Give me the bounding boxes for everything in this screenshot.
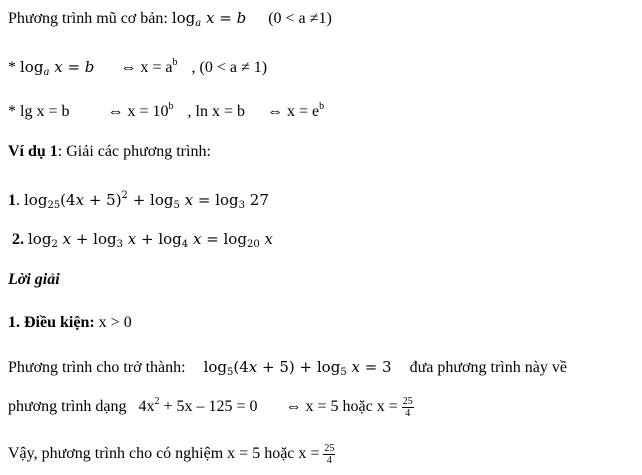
lg-equation: lg x = b [20, 103, 70, 120]
line-quadratic [8, 392, 414, 419]
line-lg-ln-rule [8, 97, 324, 122]
fraction-25-4: $\frac{25}{4}$ [402, 395, 413, 419]
bullet-star: * [8, 103, 16, 120]
problem-number: 2. [12, 231, 24, 248]
solution-heading: Lời giải [8, 271, 60, 288]
fraction-25-4: $\frac{25}{4}$ [324, 443, 335, 466]
equivalence-e: ⇔ $x = e^b$ [266, 101, 325, 120]
basic-equation-label: Phương trình mũ cơ bản: [8, 10, 168, 27]
example-text: : Giải các phương trình: [57, 143, 211, 160]
line-transform [8, 357, 567, 383]
math-log-a-x: $\log_a x = b$ [171, 9, 247, 29]
quadratic-text: phương trình dạng [8, 398, 127, 415]
line-solution-heading [8, 270, 60, 290]
line-log-rule [8, 53, 267, 83]
quadratic-solution: ⇔ x = 5 hoặc x = [285, 398, 398, 415]
transform-text-2: đưa phương trình này về [409, 359, 567, 376]
equivalence: ⇔ $x = a^b$ [120, 57, 178, 76]
math-problem-2: $\log_2 x + \log_3 x + \log_4 x = \log_{20} x$ [28, 230, 273, 250]
line-problem-2 [12, 229, 273, 255]
math-transform: $\log_5(4x + 5) + \log_5 x = 3$ [203, 358, 392, 378]
condition: (0 < a ≠1) [268, 10, 332, 27]
problem-number: 1 [8, 192, 16, 209]
ln-equation: , ln x = b [187, 103, 245, 120]
equivalence-10: ⇔ $x = 10^b$ [107, 101, 174, 120]
bullet-star: * [8, 59, 16, 76]
conclusion-text: Vậy, phương trình cho có nghiệm x = 5 hoặc x = [8, 445, 320, 463]
quadratic-equation: $4x^2 + 5x - 125 = 0$ [138, 396, 258, 415]
transform-text: Phương trình cho trở thành: [8, 359, 186, 376]
line-conclusion [8, 443, 335, 466]
line-example-heading [8, 142, 211, 162]
math-log-a-x: $\log_a x = b$ [20, 58, 95, 78]
condition-label: 1. Điều kiện: [8, 314, 95, 331]
example-label: Ví dụ 1 [8, 143, 58, 160]
condition-value: x > 0 [98, 314, 132, 331]
condition: , (0 < a ≠ 1) [191, 59, 268, 76]
line-basic-equation [8, 8, 332, 34]
line-condition [8, 313, 132, 333]
line-problem-1: 1. $\log_{25}(4x + 5)^2 + \log_5 x = \log_3 27$ [8, 190, 269, 211]
math-problem-1: $\log_{25}(4x + 5)^2 + \log_5 x = \log_3 27$ [24, 190, 269, 211]
